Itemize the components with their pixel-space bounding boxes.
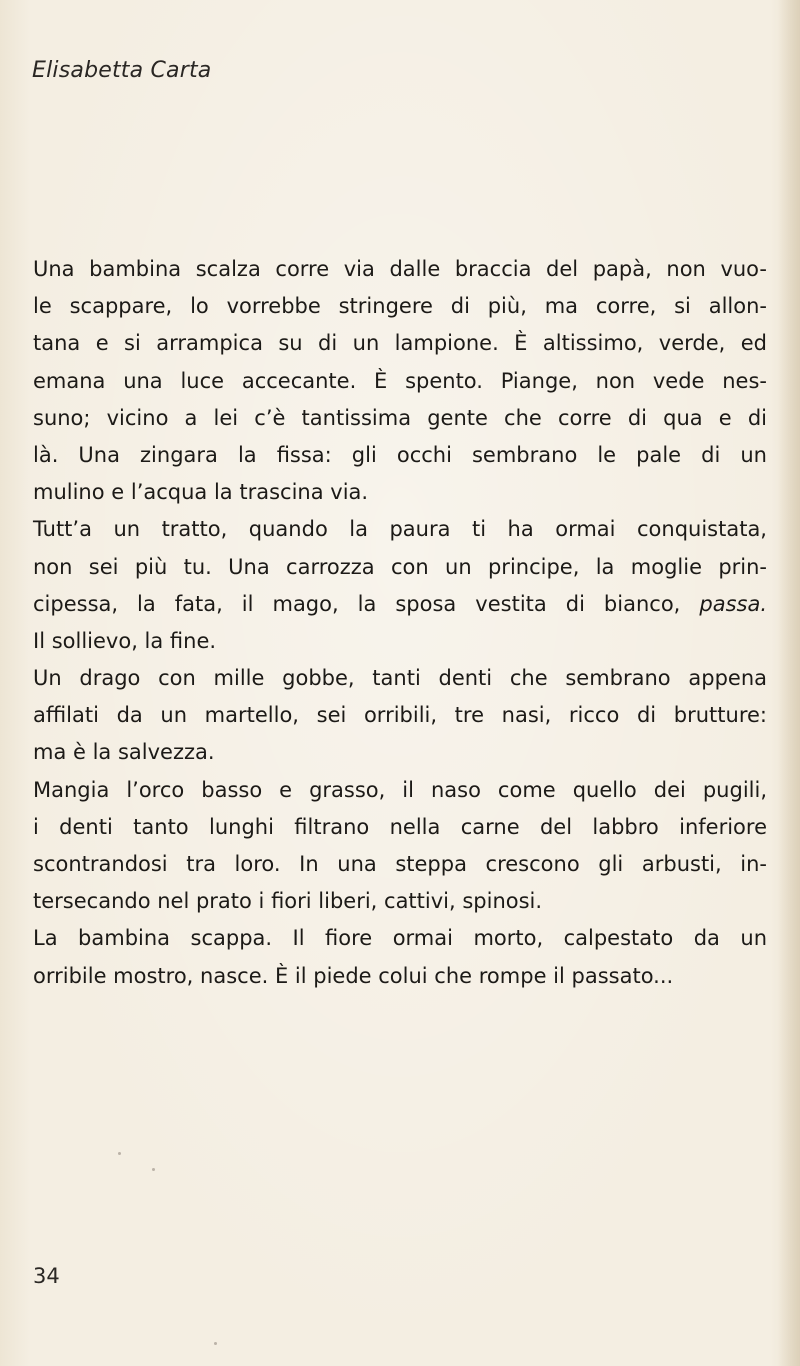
text-line: La bambina scappa. Il fiore ormai morto, calpestato da un xyxy=(33,926,767,951)
text-line: non sei più tu. Una carrozza con un principe, la moglie prin- xyxy=(33,554,767,579)
text-line: tana e si arrampica su di un lampione. È altissimo, verde, ed xyxy=(33,331,767,356)
text-line: emana una luce accecante. È spento. Piange, non vede nes- xyxy=(33,368,767,393)
page-number: 34 xyxy=(33,1264,60,1288)
text-line: Il sollievo, la fine. xyxy=(33,628,217,653)
text-segment: cipessa, la fata, il mago, la sposa vestita di bianco, xyxy=(33,591,681,616)
text-line: Mangia l’orco basso e grasso, il naso come quello dei pugili, xyxy=(33,777,767,802)
paper-speck xyxy=(152,1168,155,1171)
text-line xyxy=(33,586,767,623)
paper-speck xyxy=(214,1342,217,1345)
body-text xyxy=(33,251,767,995)
text-line: Un drago con mille gobbe, tanti denti che sembrano appena xyxy=(33,666,767,691)
running-header-author: Elisabetta Carta xyxy=(32,58,212,83)
text-line: là. Una zingara la fissa: gli occhi sembrano le pale di un xyxy=(33,442,767,467)
text-line: affilati da un martello, sei orribili, tre nasi, ricco di brutture: xyxy=(33,703,767,728)
text-line: scontrandosi tra loro. In una steppa crescono gli arbusti, in- xyxy=(33,852,767,876)
text-line: ma è la salvezza. xyxy=(33,740,215,765)
text-line: orribile mostro, nasce. È il piede colui che rompe il passato... xyxy=(33,963,674,988)
text-line: Tutt’a un tratto, quando la paura ti ha ormai conquistata, xyxy=(33,517,767,542)
italic-word: passa. xyxy=(699,591,767,616)
paper-speck xyxy=(118,1152,121,1155)
text-line: Una bambina scalza corre via dalle braccia del papà, non vuo- xyxy=(33,257,767,281)
text-line: mulino e l’acqua la trascina via. xyxy=(33,480,369,505)
text-line: i denti tanto lunghi filtrano nella carne del labbro inferiore xyxy=(33,814,767,839)
text-line: le scappare, lo vorrebbe stringere di più, ma corre, si allon- xyxy=(33,294,767,319)
page-edge-shadow xyxy=(778,0,800,1366)
text-line: tersecando nel prato i fiori liberi, cattivi, spinosi. xyxy=(33,889,543,914)
text-line: suno; vicino a lei c’è tantissima gente che corre di qua e di xyxy=(33,405,767,430)
